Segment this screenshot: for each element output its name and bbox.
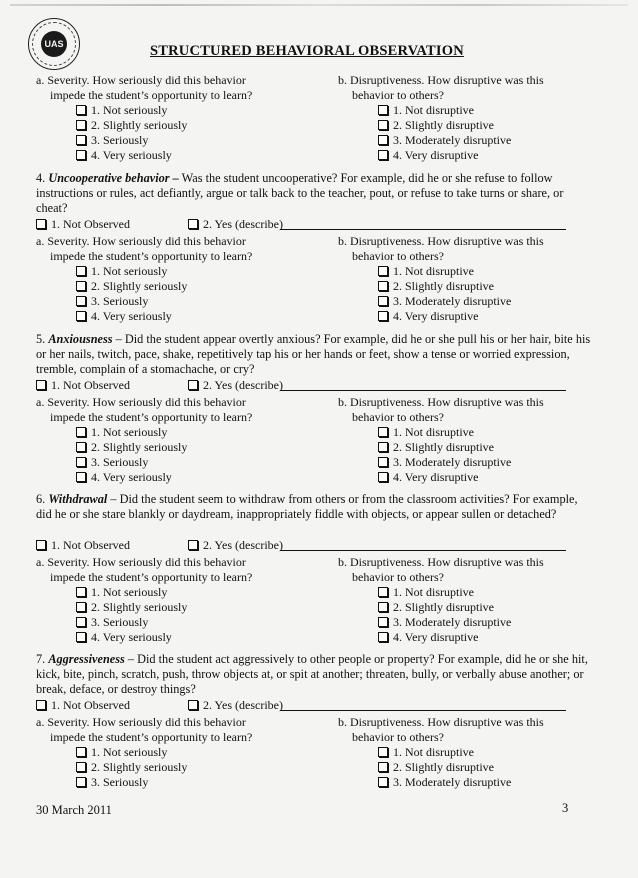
severity-option-1[interactable]: 1. Not seriously xyxy=(36,745,326,760)
disruptive-option-4[interactable]: 4. Very disruptive xyxy=(338,630,596,645)
checkbox-icon[interactable] xyxy=(36,219,46,229)
severity-label-2: impede the student’s opportunity to learn? xyxy=(50,249,253,263)
describe-line[interactable] xyxy=(280,710,566,711)
scan-edge xyxy=(10,4,628,6)
severity-label-2: impede the student’s opportunity to learn? xyxy=(50,570,253,584)
severity-option-4[interactable]: 4. Very seriously xyxy=(36,470,326,485)
severity-option-2[interactable]: 2. Slightly seriously xyxy=(36,118,326,133)
checkbox-icon[interactable] xyxy=(76,120,86,130)
checkbox-icon[interactable] xyxy=(36,700,46,710)
checkbox-icon[interactable] xyxy=(378,266,388,276)
severity-option-4[interactable]: 4. Very seriously xyxy=(36,309,326,324)
severity-option-2[interactable]: 2. Slightly seriously xyxy=(36,279,326,294)
question-text: Was the student uncooperative? For example, did he or she refuse to follow instructions or rules, act defiantly, argue or talk back to the teacher, pout, or refuse to take turns or share, or cheat? xyxy=(36,171,564,215)
disruptive-option-2[interactable]: 2. Slightly disruptive xyxy=(338,118,596,133)
yes-describe-option[interactable]: 2. Yes (describe) xyxy=(188,217,283,231)
disruptive-column xyxy=(338,715,596,790)
page-title: STRUCTURED BEHAVIORAL OBSERVATION xyxy=(150,43,464,59)
disruptive-label: b. Disruptiveness. How disruptive was this xyxy=(338,73,544,87)
checkbox-icon[interactable] xyxy=(76,135,86,145)
disruptive-label-2: behavior to others? xyxy=(352,249,444,263)
severity-option-3[interactable]: 3. Seriously xyxy=(36,615,326,630)
not-observed-option[interactable]: 1. Not Observed xyxy=(36,378,130,392)
checkbox-icon[interactable] xyxy=(378,747,388,757)
disruptive-column xyxy=(338,73,596,163)
severity-column xyxy=(36,395,326,485)
question-name: Anxiousness xyxy=(48,332,113,346)
checkbox-icon[interactable] xyxy=(76,281,86,291)
seal-center-text: UAS xyxy=(41,31,67,57)
severity-label-2: impede the student’s opportunity to learn? xyxy=(50,88,253,102)
checkbox-icon[interactable] xyxy=(76,311,86,321)
checkbox-icon[interactable] xyxy=(76,442,86,452)
checkbox-icon[interactable] xyxy=(378,281,388,291)
checkbox-icon[interactable] xyxy=(76,105,86,115)
question-number: 5. xyxy=(36,332,46,346)
page-number: 3 xyxy=(562,801,569,815)
question-number: 6. xyxy=(36,492,46,506)
checkbox-icon[interactable] xyxy=(76,587,86,597)
question-name: Withdrawal xyxy=(48,492,108,506)
question-text: – Did the student seem to withdraw from others or from the classroom activities? For example, did he or she stare blankly or daydream, inappropriately fiddle with objects, or appear sullen or detached? xyxy=(36,492,578,521)
question-text: – Did the student act aggressively to other people or property? For example, did he or she hit, kick, bite, pinch, scratch, push, throw objects at, or spit at another; threaten, bully, or verbally abuse another; or break, deface, or destroy things? xyxy=(36,652,588,696)
severity-option-1[interactable]: 1. Not seriously xyxy=(36,585,326,600)
disruptive-option-2[interactable]: 2. Slightly disruptive xyxy=(338,279,596,294)
checkbox-icon[interactable] xyxy=(76,632,86,642)
describe-line[interactable] xyxy=(280,550,566,551)
checkbox-icon[interactable] xyxy=(378,311,388,321)
checkbox-icon[interactable] xyxy=(378,762,388,772)
disruptive-option-2[interactable]: 2. Slightly disruptive xyxy=(338,760,596,775)
disruptive-label-2: behavior to others? xyxy=(352,88,444,102)
question-7 xyxy=(36,652,596,697)
checkbox-icon[interactable] xyxy=(76,472,86,482)
disruptive-label: b. Disruptiveness. How disruptive was this xyxy=(338,715,544,729)
severity-column xyxy=(36,555,326,645)
disruptive-label: b. Disruptiveness. How disruptive was this xyxy=(338,395,544,409)
describe-line[interactable] xyxy=(280,390,566,391)
checkbox-icon[interactable] xyxy=(188,540,198,550)
disruptive-option-2[interactable]: 2. Slightly disruptive xyxy=(338,600,596,615)
disruptive-option-1[interactable]: 1. Not disruptive xyxy=(338,264,596,279)
severity-label: a. Severity. How seriously did this behavior xyxy=(36,555,246,569)
not-observed-option[interactable]: 1. Not Observed xyxy=(36,217,130,231)
checkbox-icon[interactable] xyxy=(76,762,86,772)
disruptive-column xyxy=(338,234,596,324)
disruptive-column xyxy=(338,395,596,485)
checkbox-icon[interactable] xyxy=(378,472,388,482)
checkbox-icon[interactable] xyxy=(378,296,388,306)
question-6 xyxy=(36,492,596,522)
severity-option-1[interactable]: 1. Not seriously xyxy=(36,103,326,118)
not-observed-option[interactable]: 1. Not Observed xyxy=(36,698,130,712)
yes-describe-option[interactable]: 2. Yes (describe) xyxy=(188,698,283,712)
severity-option-1[interactable]: 1. Not seriously xyxy=(36,425,326,440)
checkbox-icon[interactable] xyxy=(76,150,86,160)
disruptive-label: b. Disruptiveness. How disruptive was this xyxy=(338,555,544,569)
severity-option-1[interactable]: 1. Not seriously xyxy=(36,264,326,279)
severity-column xyxy=(36,73,326,163)
severity-option-2[interactable]: 2. Slightly seriously xyxy=(36,440,326,455)
severity-label-2: impede the student’s opportunity to learn? xyxy=(50,410,253,424)
disruptive-option-4[interactable]: 4. Very disruptive xyxy=(338,470,596,485)
checkbox-icon[interactable] xyxy=(188,219,198,229)
checkbox-icon[interactable] xyxy=(36,380,46,390)
disruptive-option-1[interactable]: 1. Not disruptive xyxy=(338,585,596,600)
severity-column xyxy=(36,715,326,790)
severity-label: a. Severity. How seriously did this behavior xyxy=(36,715,246,729)
checkbox-icon[interactable] xyxy=(76,266,86,276)
disruptive-column xyxy=(338,555,596,645)
question-4 xyxy=(36,171,596,216)
checkbox-icon[interactable] xyxy=(76,602,86,612)
disruptive-option-3[interactable]: 3. Moderately disruptive xyxy=(338,615,596,630)
disruptive-option-3[interactable]: 3. Moderately disruptive xyxy=(338,133,596,148)
checkbox-icon[interactable] xyxy=(76,747,86,757)
checkbox-icon[interactable] xyxy=(76,777,86,787)
severity-option-4[interactable]: 4. Very seriously xyxy=(36,148,326,163)
answer-row-q5 xyxy=(36,378,576,392)
checkbox-icon[interactable] xyxy=(378,105,388,115)
severity-option-3[interactable]: 3. Seriously xyxy=(36,455,326,470)
disruptive-option-1[interactable]: 1. Not disruptive xyxy=(338,425,596,440)
disruptive-option-4[interactable]: 4. Very disruptive xyxy=(338,148,596,163)
disruptive-option-3[interactable]: 3. Moderately disruptive xyxy=(338,294,596,309)
disruptive-label-2: behavior to others? xyxy=(352,570,444,584)
checkbox-icon[interactable] xyxy=(76,617,86,627)
severity-option-4[interactable]: 4. Very seriously xyxy=(36,630,326,645)
severity-label: a. Severity. How seriously did this behavior xyxy=(36,234,246,248)
answer-row-q4 xyxy=(36,217,576,231)
disruptive-label: b. Disruptiveness. How disruptive was this xyxy=(338,234,544,248)
severity-option-3[interactable]: 3. Seriously xyxy=(36,294,326,309)
severity-label-2: impede the student’s opportunity to learn? xyxy=(50,730,253,744)
checkbox-icon[interactable] xyxy=(378,632,388,642)
checkbox-icon[interactable] xyxy=(36,540,46,550)
yes-describe-option[interactable]: 2. Yes (describe) xyxy=(188,538,283,552)
checkbox-icon[interactable] xyxy=(188,380,198,390)
disruptive-label-2: behavior to others? xyxy=(352,410,444,424)
footer-date: 30 March 2011 xyxy=(36,803,112,817)
checkbox-icon[interactable] xyxy=(378,617,388,627)
question-5 xyxy=(36,332,596,377)
answer-row-q6 xyxy=(36,538,576,552)
yes-describe-option[interactable]: 2. Yes (describe) xyxy=(188,378,283,392)
checkbox-icon[interactable] xyxy=(76,427,86,437)
question-name: Aggressiveness xyxy=(48,652,125,666)
checkbox-icon[interactable] xyxy=(76,296,86,306)
checkbox-icon[interactable] xyxy=(76,457,86,467)
checkbox-icon[interactable] xyxy=(378,120,388,130)
disruptive-option-2[interactable]: 2. Slightly disruptive xyxy=(338,440,596,455)
disruptive-label-2: behavior to others? xyxy=(352,730,444,744)
disruptive-option-4[interactable]: 4. Very disruptive xyxy=(338,309,596,324)
checkbox-icon[interactable] xyxy=(188,700,198,710)
severity-option-3[interactable]: 3. Seriously xyxy=(36,133,326,148)
question-number: 4. xyxy=(36,171,46,185)
checkbox-icon[interactable] xyxy=(378,135,388,145)
disruptive-option-3[interactable]: 3. Moderately disruptive xyxy=(338,455,596,470)
checkbox-icon[interactable] xyxy=(378,150,388,160)
describe-line[interactable] xyxy=(280,229,566,230)
question-number: 7. xyxy=(36,652,46,666)
severity-option-2[interactable]: 2. Slightly seriously xyxy=(36,760,326,775)
severity-option-2[interactable]: 2. Slightly seriously xyxy=(36,600,326,615)
checkbox-icon[interactable] xyxy=(378,457,388,467)
severity-option-3[interactable]: 3. Seriously xyxy=(36,775,326,790)
checkbox-icon[interactable] xyxy=(378,442,388,452)
answer-row-q7 xyxy=(36,698,576,712)
severity-label: a. Severity. How seriously did this behavior xyxy=(36,395,246,409)
severity-label: a. Severity. How seriously did this behavior xyxy=(36,73,246,87)
severity-column xyxy=(36,234,326,324)
checkbox-icon[interactable] xyxy=(378,602,388,612)
checkbox-icon[interactable] xyxy=(378,777,388,787)
school-seal-logo xyxy=(28,18,80,70)
not-observed-option[interactable]: 1. Not Observed xyxy=(36,538,130,552)
disruptive-option-1[interactable]: 1. Not disruptive xyxy=(338,745,596,760)
checkbox-icon[interactable] xyxy=(378,587,388,597)
disruptive-option-1[interactable]: 1. Not disruptive xyxy=(338,103,596,118)
question-text: – Did the student appear overtly anxious? For example, did he or she pull his or her hair, bite his or her nails, twitch, pace, shake, repetitively tap his or her hands or feet, show a tense or worried expression, tremble, complain of a stomachache, or cry? xyxy=(36,332,591,376)
checkbox-icon[interactable] xyxy=(378,427,388,437)
disruptive-option-3[interactable]: 3. Moderately disruptive xyxy=(338,775,596,790)
question-name: Uncooperative behavior – xyxy=(48,171,179,185)
